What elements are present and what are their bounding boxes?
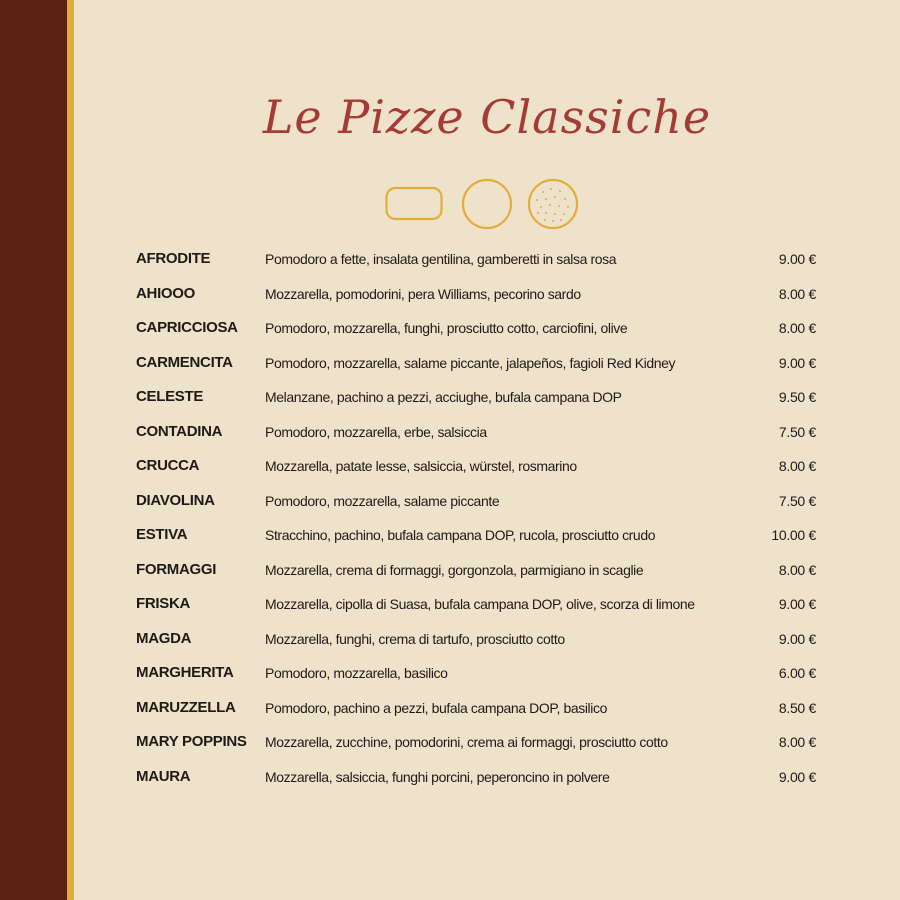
pizza-price: 9.50 €: [778, 389, 816, 405]
pizza-name: MARGHERITA: [136, 664, 234, 681]
pizza-name: MARUZZELLA: [136, 698, 236, 716]
pizza-price: 8.00 €: [778, 285, 816, 302]
pizza-ingredients: Mozzarella, patate lesse, salsiccia, würstel, rosmarino: [265, 458, 577, 474]
menu-row: [136, 622, 816, 657]
pizza-ingredients: Mozzarella, funghi, crema di tartufo, prosciutto cotto: [265, 630, 565, 647]
pizza-price: 7.50 €: [778, 492, 816, 509]
pizza-name: FRISKA: [136, 595, 191, 612]
pizza-price: 8.50 €: [778, 699, 816, 716]
pizza-ingredients: Pomodoro, mozzarella, funghi, prosciutto cotto, carciofini, olive: [265, 320, 628, 336]
pizza-price: 9.00 €: [778, 768, 816, 785]
pizza-ingredients: Pomodoro, mozzarella, salame piccante: [265, 492, 500, 509]
pizza-name: CRUCCA: [136, 457, 200, 474]
pizza-price: 7.50 €: [778, 423, 816, 440]
rectangle-pizza-icon: [387, 188, 442, 219]
menu-row: [136, 725, 816, 760]
pizza-ingredients: Pomodoro, mozzarella, salame piccante, jalapeños, fagioli Red Kidney: [265, 354, 676, 371]
pizza-name: MAURA: [136, 767, 191, 785]
pizza-ingredients: Pomodoro a fette, insalata gentilina, gamberetti in salsa rosa: [265, 251, 617, 267]
pizza-price: 9.00 €: [778, 596, 816, 612]
pizza-ingredients: Mozzarella, crema di formaggi, gorgonzola, parmigiano in scaglie: [265, 561, 644, 578]
menu-row: [136, 691, 816, 726]
pizza-name: DIAVOLINA: [136, 491, 215, 509]
pizza-name: FORMAGGI: [136, 560, 217, 578]
pizza-name: CAPRICCIOSA: [136, 319, 238, 336]
menu-row: [136, 484, 816, 519]
pizza-ingredients: Pomodoro, mozzarella, basilico: [265, 665, 448, 681]
pizza-name: ESTIVA: [136, 526, 188, 543]
pizza-shapes: [385, 178, 585, 230]
pizza-name: CELESTE: [136, 388, 204, 405]
menu-row: [136, 242, 816, 277]
side-bar: [0, 0, 67, 900]
pizza-name: CONTADINA: [136, 422, 223, 440]
pizza-name: MAGDA: [136, 629, 192, 647]
pizza-name: AHIOOO: [136, 284, 196, 302]
menu-row: [136, 277, 816, 312]
menu-row: [136, 760, 816, 795]
round-pizza-icon: [463, 180, 511, 228]
pizza-name: AFRODITE: [136, 250, 211, 267]
pizza-price: 6.00 €: [778, 665, 816, 681]
menu-row: [136, 518, 816, 553]
pizza-ingredients: Melanzane, pachino a pezzi, acciughe, bufala campana DOP: [265, 389, 622, 405]
pizza-ingredients: Mozzarella, salsiccia, funghi porcini, peperoncino in polvere: [265, 768, 610, 785]
pizza-ingredients: Stracchino, pachino, bufala campana DOP, rucola, prosciutto crudo: [265, 527, 656, 543]
pizza-price: 8.00 €: [778, 458, 816, 474]
pizza-price: 9.00 €: [778, 354, 816, 371]
menu-row: [136, 346, 816, 381]
pizza-name: MARY POPPINS: [136, 733, 247, 750]
pizza-ingredients: Mozzarella, zucchine, pomodorini, crema ai formaggi, prosciutto cotto: [265, 734, 668, 750]
menu-row: [136, 587, 816, 622]
side-stripe: [67, 0, 74, 900]
pizza-ingredients: Mozzarella, pomodorini, pera Williams, pecorino sardo: [265, 285, 581, 302]
menu-row: [136, 553, 816, 588]
pizza-ingredients: Pomodoro, pachino a pezzi, bufala campana DOP, basilico: [265, 699, 607, 716]
menu-row: [136, 656, 816, 691]
pizza-price: 10.00 €: [771, 527, 816, 543]
pizza-list: [136, 242, 816, 794]
menu-row: [136, 380, 816, 415]
pizza-name: CARMENCITA: [136, 353, 233, 371]
pizza-price: 9.00 €: [778, 251, 816, 267]
menu-row: [136, 311, 816, 346]
menu-row: [136, 415, 816, 450]
pizza-price: 9.00 €: [778, 630, 816, 647]
pizza-ingredients: Mozzarella, cipolla di Suasa, bufala campana DOP, olive, scorza di limone: [265, 596, 695, 612]
dotted-pizza-icon: [529, 180, 577, 228]
page-title: Le Pizze Classiche: [262, 90, 712, 144]
menu-row: [136, 449, 816, 484]
pizza-price: 8.00 €: [778, 320, 816, 336]
pizza-price: 8.00 €: [778, 561, 816, 578]
pizza-price: 8.00 €: [778, 734, 816, 750]
pizza-ingredients: Pomodoro, mozzarella, erbe, salsiccia: [265, 423, 487, 440]
